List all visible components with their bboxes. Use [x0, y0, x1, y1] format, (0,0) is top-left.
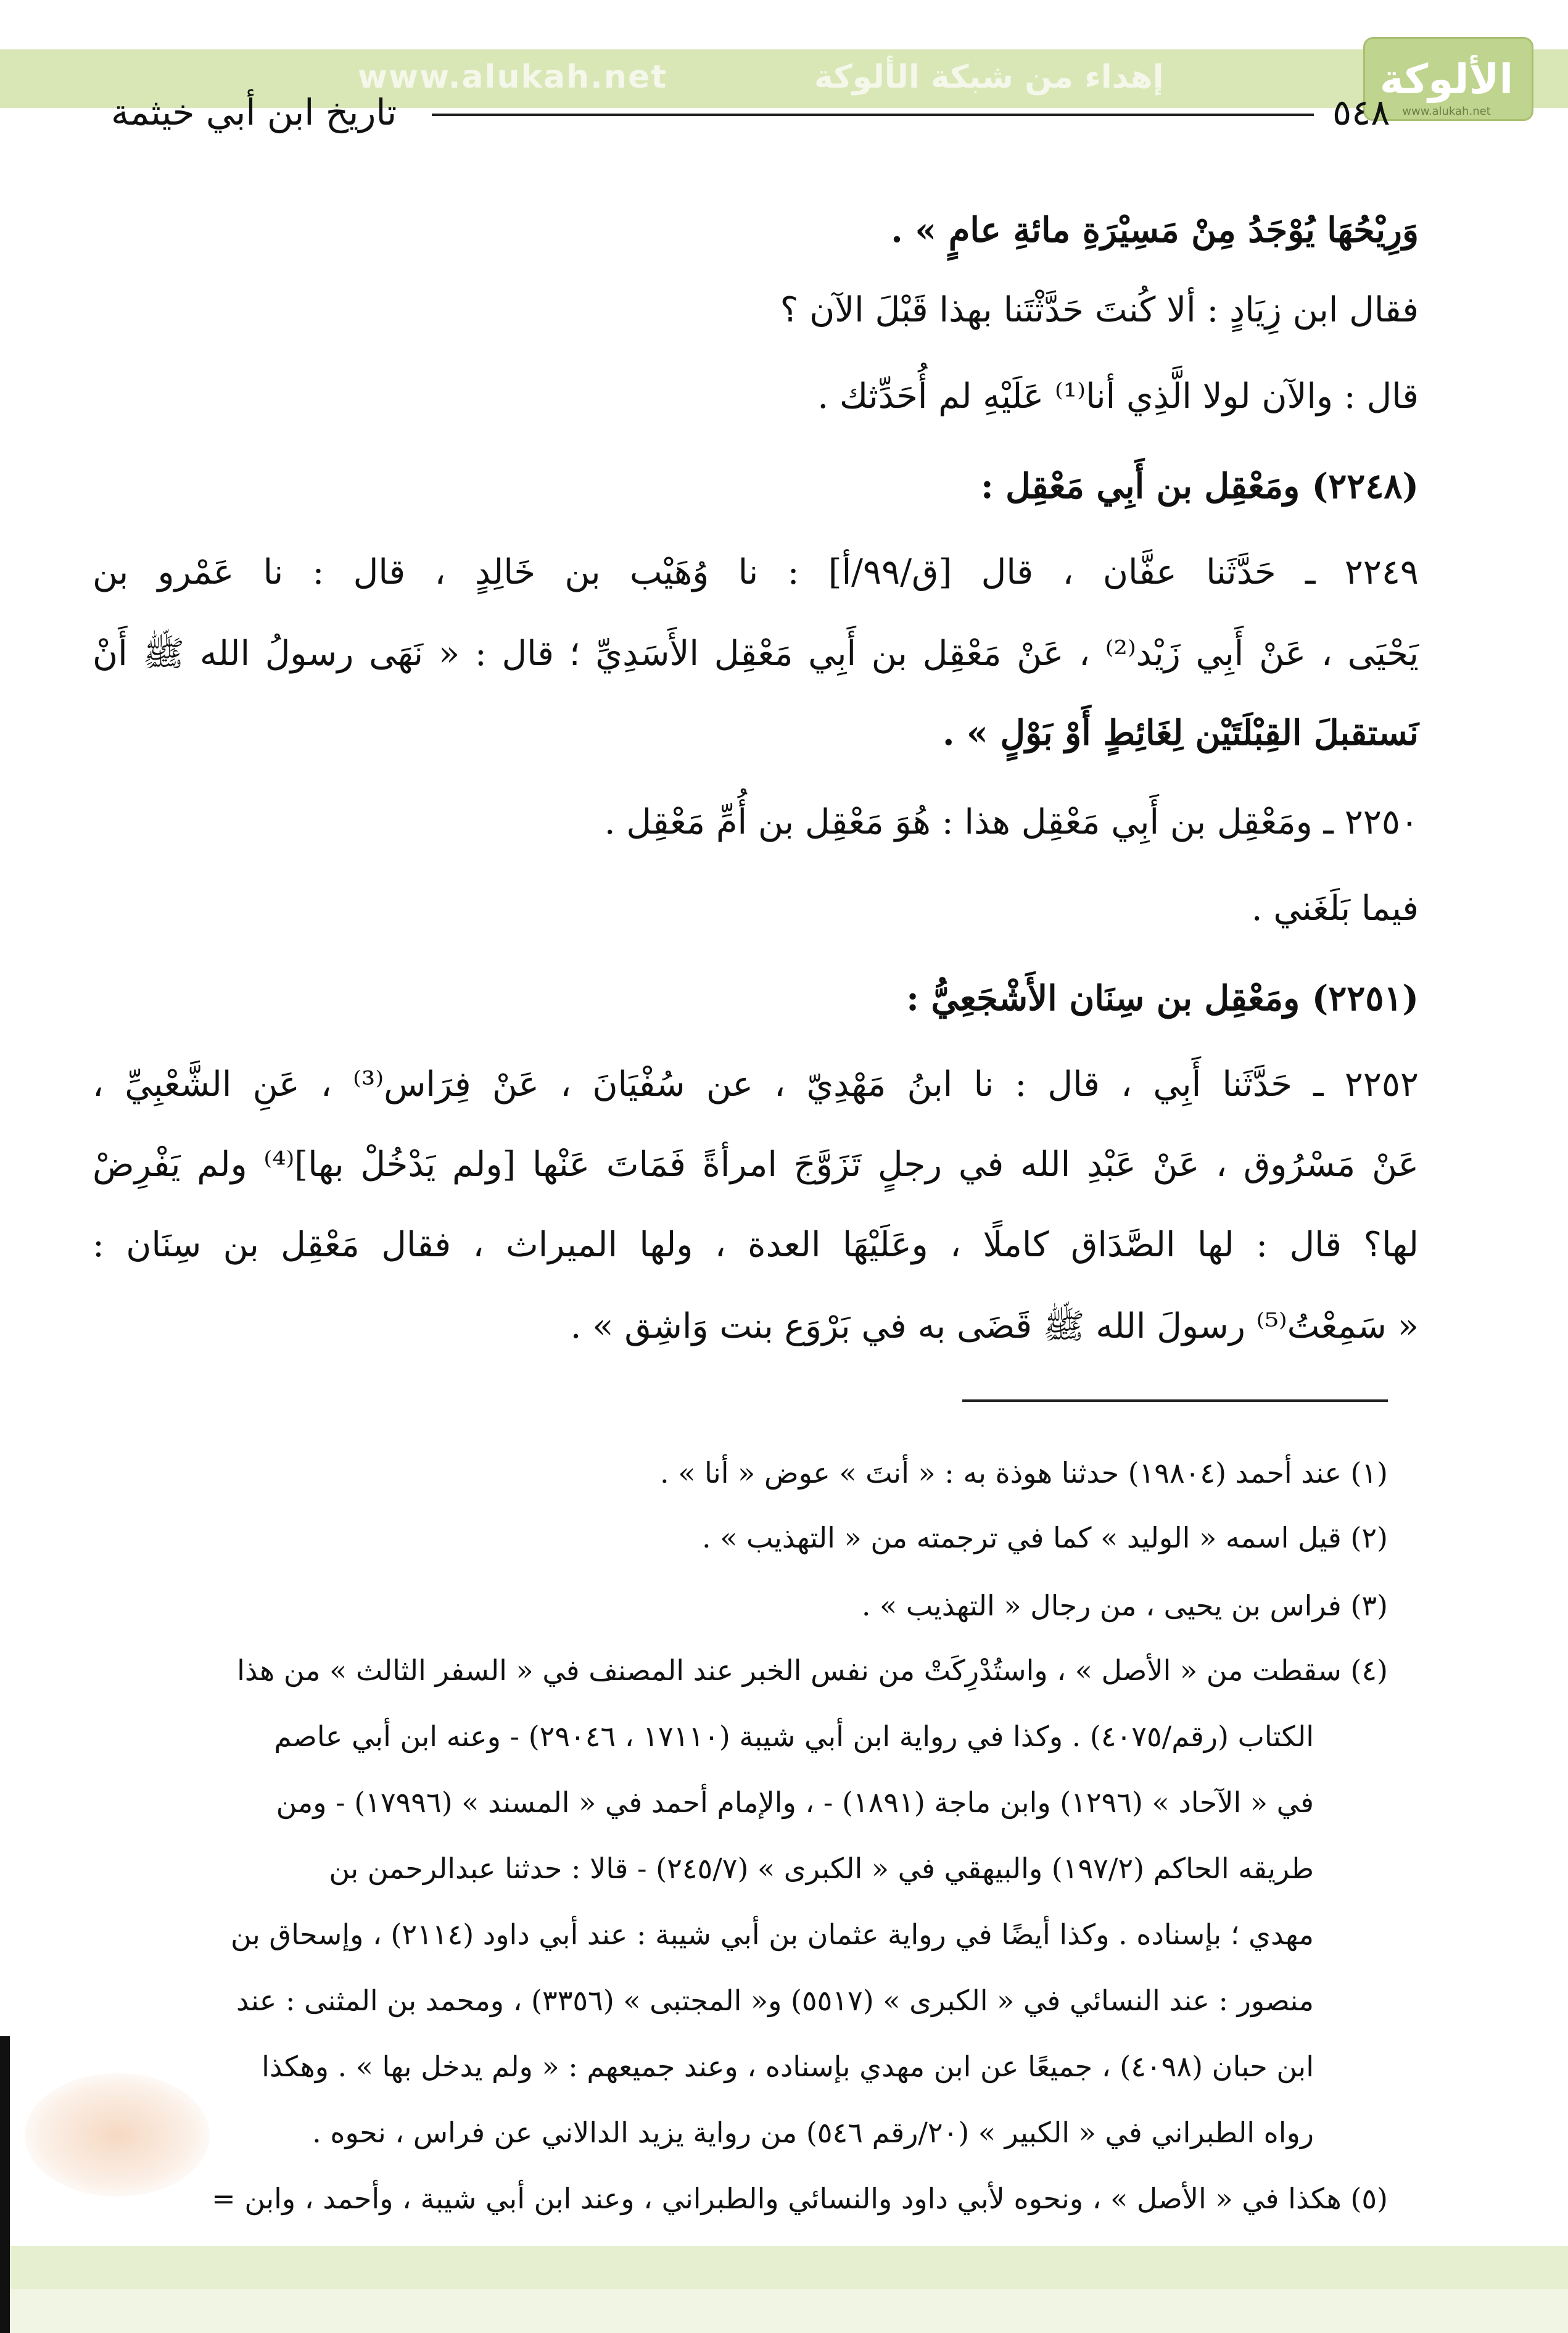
footnote-continuation: منصور : عند النسائي في « الكبرى » (٥٥١٧) و« المجتبى » (٣٣٥٦) ، ومحمد بن المثنى : عند	[236, 1984, 1314, 2017]
banner-gift-text: إهداء من شبكة الألوكة	[814, 59, 1164, 96]
text-line: لها؟ قال : لها الصَّدَاق كاملًا ، وعَلَيْهَا العدة ، ولها الميراث ، فقال مَعْقِل بن سِنَان :	[93, 1225, 1419, 1265]
footnote: (٣) فراس بن يحيى ، من رجال « التهذيب » .	[861, 1589, 1388, 1622]
running-title: تاريخ ابن أبي خيثمة	[111, 91, 397, 133]
header-rule	[432, 114, 1314, 116]
text-line: فيما بَلَغَني .	[1251, 889, 1419, 929]
text-line: « سَمِعْتُ⁽⁵⁾ رسولَ الله ﷺ قَضَى به في بَرْوَع بنت وَاشِق » .	[570, 1306, 1419, 1346]
text-line: ٢٢٥٢ ـ حَدَّثَنا أَبِي ، قال : نا ابنُ مَهْدِيّ ، عن سُفْيَانَ ، عَنْ فِرَاس⁽³⁾ ، عَنِ الشَّعْبِيِّ ،	[93, 1064, 1419, 1104]
faded-watermark-logo	[25, 2073, 210, 2197]
text-line: ٢٢٥٠ ـ ومَعْقِل بن أَبِي مَعْقِل هذا : هُوَ مَعْقِل بن أُمِّ مَعْقِل .	[604, 802, 1419, 842]
footnote: (٤) سقطت من « الأصل » ، واستُدْرِكَتْ من نفس الخبر عند المصنف في « السفر الثالث » من هذا	[237, 1654, 1388, 1687]
banner-url: www.alukah.net	[358, 59, 668, 96]
text-line: نَستقبلَ القِبْلَتَيْن لِغَائِطٍ أَوْ بَوْلٍ » .	[942, 713, 1419, 753]
footnote-continuation: ابن حبان (٤٠٩٨) ، جميعًا عن ابن مهدي بإسناده ، وعند جميعهم : « ولم يدخل بها » . وهكذا	[262, 2050, 1314, 2083]
footnote-separator	[962, 1399, 1388, 1402]
site-logo-text: الألوكة	[1379, 56, 1514, 103]
text-line: وَرِيْحُهَا يُوْجَدُ مِنْ مَسِيْرَةِ مائةِ عامٍ » .	[891, 210, 1419, 251]
text-line: عَنْ مَسْرُوق ، عَنْ عَبْدِ الله في رجلٍ تَزَوَّجَ امرأةً فَمَاتَ عَنْها [ولم يَدْخُلْ بها]⁽⁴⁾ ولم يَفْرِضْ	[93, 1145, 1419, 1185]
section-heading: (٢٢٥١) ومَعْقِل بن سِنَان الأَشْجَعِيُّ :	[906, 978, 1419, 1019]
footnote: (٥) هكذا في « الأصل » ، ونحوه لأبي داود والنسائي والطبراني ، وعند ابن أبي شيبة ، وأحمد ، وابن =	[212, 2182, 1388, 2215]
footnote: (١) عند أحمد (١٩٨٠٤) حدثنا هوذة به : « أنتَ » عوض « أنا » .	[659, 1456, 1388, 1490]
text-line: قال : والآن لولا الَّذِي أنا⁽¹⁾ عَلَيْهِ لم أُحَدِّثك .	[817, 376, 1419, 416]
footnote-continuation: مهدي ؛ بإسناده . وكذا أيضًا في رواية عثمان بن أبي شيبة : عند أبي داود (٢١١٤) ، وإسحاق بن	[230, 1918, 1314, 1951]
footnote: (٢) قيل اسمه « الوليد » كما في ترجمته من « التهذيب » .	[701, 1521, 1388, 1554]
footnote-continuation: طريقه الحاكم (١٩٧/٢) والبيهقي في « الكبرى » (٢٤٥/٧) - قالا : حدثنا عبدالرحمن بن	[329, 1852, 1314, 1885]
footnote-continuation: الكتاب (رقم/٤٠٧٥) . وكذا في رواية ابن أبي شيبة (١٧١١٠ ، ٢٩٠٤٦) - وعنه ابن أبي عاصم	[274, 1720, 1314, 1753]
footnote-continuation: في « الآحاد » (١٢٩٦) وابن ماجة (١٨٩١) - ، والإمام أحمد في « المسند » (١٧٩٩٦) - ومن	[276, 1786, 1314, 1819]
section-heading: (٢٢٤٨) ومَعْقِل بن أَبِي مَعْقِل :	[980, 466, 1419, 507]
bottom-banner-shade	[0, 2289, 1568, 2333]
footnote-continuation: رواه الطبراني في « الكبير » (٢٠/رقم ٥٤٦) من رواية يزيد الدالاني عن فراس ، نحوه .	[312, 2116, 1314, 2149]
text-line: ٢٢٤٩ ـ حَدَّثَنا عفَّان ، قال [ق/٩٩/أ] : نا وُهَيْب بن خَالِدٍ ، قال : نا عَمْرو بن	[93, 552, 1419, 592]
page-number: ٥٤٨	[1332, 91, 1390, 133]
bottom-banner	[0, 2246, 1568, 2289]
site-logo-url: www.alukah.net	[1402, 105, 1491, 118]
scan-edge	[0, 2036, 10, 2333]
text-line: يَحْيَى ، عَنْ أَبِي زَيْد⁽²⁾ ، عَنْ مَعْقِل بن أَبِي مَعْقِل الأَسَدِيِّ ؛ قال : « نَهَى رسولُ الله ﷺ أَنْ	[93, 634, 1419, 674]
text-line: فقال ابن زِيَادٍ : ألا كُنتَ حَدَّثْتَنا بهذا قَبْلَ الآن ؟	[780, 290, 1419, 330]
